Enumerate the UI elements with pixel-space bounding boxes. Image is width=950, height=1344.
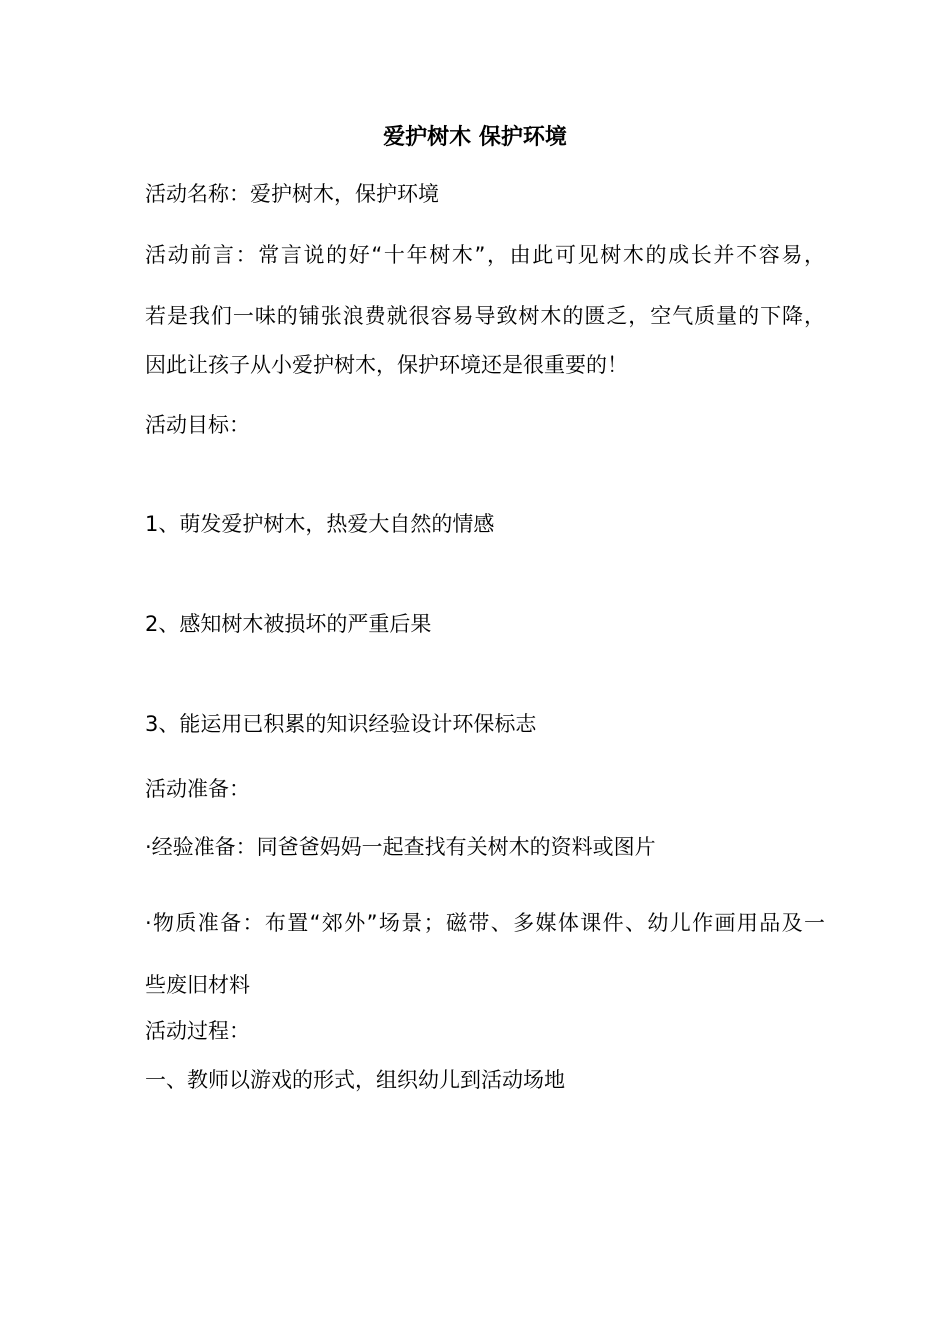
prep-heading: 活动准备： xyxy=(145,777,250,801)
goal-item-2: 2、感知树木被损坏的严重后果 xyxy=(145,612,432,636)
document-title: 爱护树木 保护环境 xyxy=(383,125,567,150)
goals-heading: 活动目标： xyxy=(145,413,250,437)
goal-item-3: 3、能运用已积累的知识经验设计环保标志 xyxy=(145,712,537,736)
preface-line-2: 若是我们一味的铺张浪费就很容易导致树木的匮乏，空气质量的下降， xyxy=(145,304,825,328)
prep-material-line-2: 些废旧材料 xyxy=(145,973,250,997)
goal-item-1: 1、萌发爱护树木，热爱大自然的情感 xyxy=(145,512,495,536)
preface-line-3: 因此让孩子从小爱护树木，保护环境还是很重要的！ xyxy=(145,353,628,377)
prep-material-line-1: ·物质准备：布置“郊外”场景；磁带、多媒体课件、幼儿作画用品及一 xyxy=(145,911,825,935)
activity-name: 活动名称：爱护树木，保护环境 xyxy=(145,182,439,206)
preface-line-1: 活动前言：常言说的好“十年树木”，由此可见树木的成长并不容易， xyxy=(145,243,825,267)
process-step-1: 一、教师以游戏的形式，组织幼儿到活动场地 xyxy=(145,1068,565,1092)
prep-experience: ·经验准备：同爸爸妈妈一起查找有关树木的资料或图片 xyxy=(145,835,656,859)
process-heading: 活动过程： xyxy=(145,1019,250,1043)
